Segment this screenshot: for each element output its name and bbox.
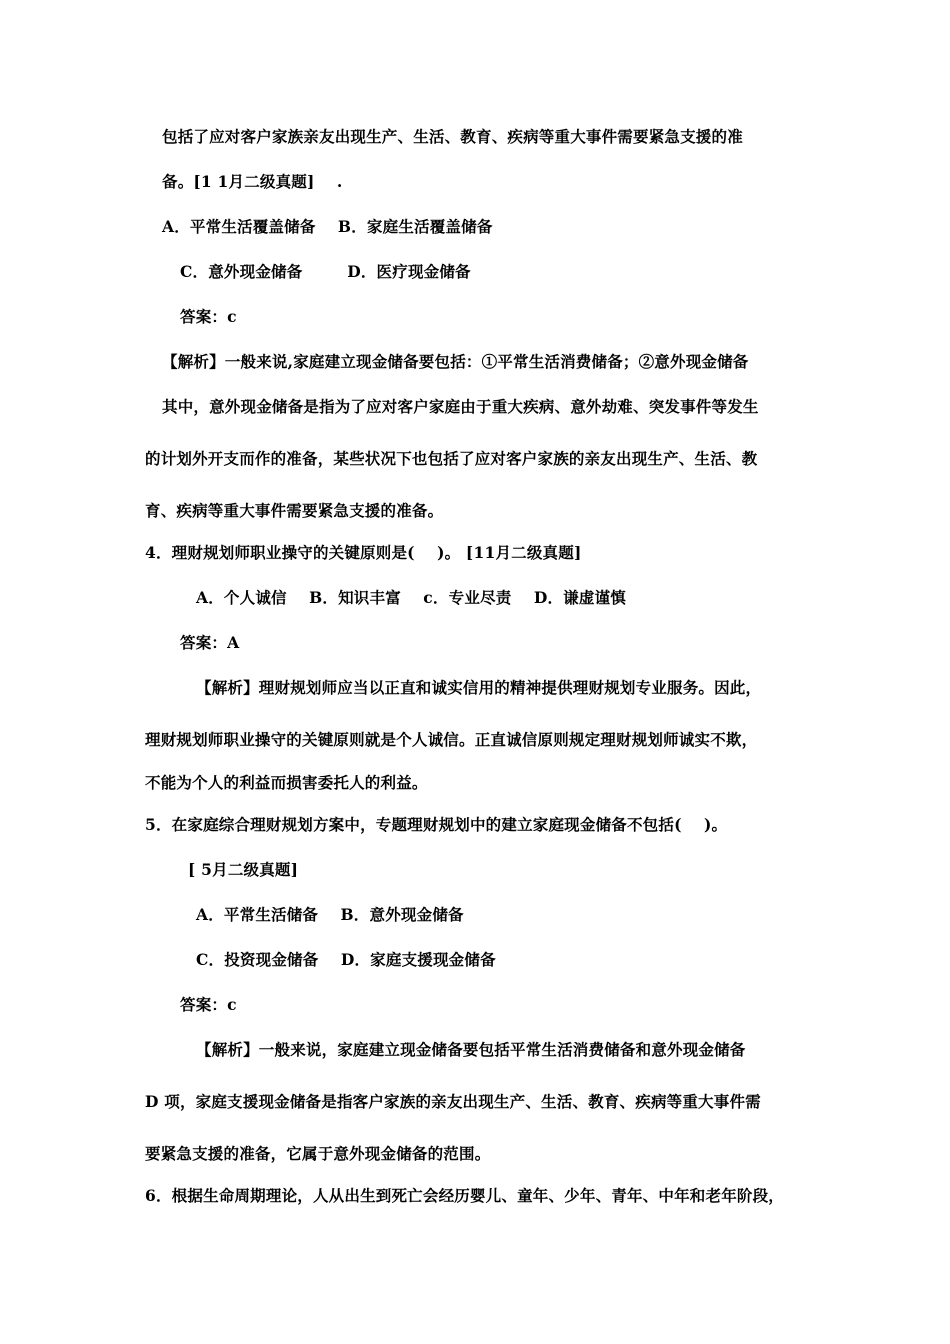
analysis-line: 其中，意外现金储备是指为了应对客户家庭由于重大疾病、意外劫难、突发事件等发生: [162, 397, 759, 416]
question-line: 6．根据生命周期理论，人从出生到死亡会经历婴儿、童年、少年、青年、中年和老年阶段，: [145, 1186, 784, 1205]
question-line: 4．理财规划师职业操守的关键原则是( )。 [11月二级真题]: [145, 543, 582, 562]
analysis-line: 要紧急支援的准备，它属于意外现金储备的范围。: [145, 1144, 491, 1163]
analysis-line: 育、疾病等重大事件需要紧急支援的准备。: [145, 501, 444, 520]
option-line: C．意外现金储备 D．医疗现金储备: [180, 262, 471, 281]
answer-line: 答案：A: [180, 633, 240, 652]
analysis-line: 不能为个人的利益而损害委托人的利益。: [145, 773, 428, 792]
option-line: A．平常生活覆盖储备 B．家庭生活覆盖储备: [162, 217, 493, 236]
analysis-line: 【解析】一般来说，家庭建立现金储备要包括平常生活消费储备和意外现金储备: [196, 1040, 746, 1059]
option-line: C．投资现金储备 D．家庭支援现金储备: [196, 950, 496, 969]
answer-line: 答案：c: [180, 995, 237, 1014]
analysis-line: 的计划外开支而作的准备，某些状况下也包括了应对客户家族的亲友出现生产、生活、教: [145, 449, 758, 468]
option-line: A．平常生活储备 B．意外现金储备: [196, 905, 464, 924]
option-line: A．个人诚信 B．知识丰富 c．专业尽责 D．谦虚谨慎: [196, 588, 626, 607]
analysis-line: 【解析】一般来说,家庭建立现金储备要包括：①平常生活消费储备；②意外现金储备: [162, 352, 749, 371]
answer-line: 答案：c: [180, 307, 237, 326]
question-source: [ 5月二级真题]: [188, 860, 299, 879]
text-line: 备。[1 1月二级真题] .: [162, 172, 343, 191]
text-line: 包括了应对客户家族亲友出现生产、生活、教育、疾病等重大事件需要紧急支援的准: [162, 127, 743, 146]
analysis-line: D 项，家庭支援现金储备是指客户家族的亲友出现生产、生活、教育、疾病等重大事件需: [145, 1092, 761, 1111]
analysis-line: 理财规划师职业操守的关键原则就是个人诚信。正直诚信原则规定理财规划师诚实不欺，: [145, 730, 758, 749]
question-line: 5．在家庭综合理财规划方案中，专题理财规划中的建立家庭现金储备不包括( )。: [145, 815, 728, 834]
analysis-line: 【解析】理财规划师应当以正直和诚实信用的精神提供理财规划专业服务。因此，: [196, 678, 762, 697]
